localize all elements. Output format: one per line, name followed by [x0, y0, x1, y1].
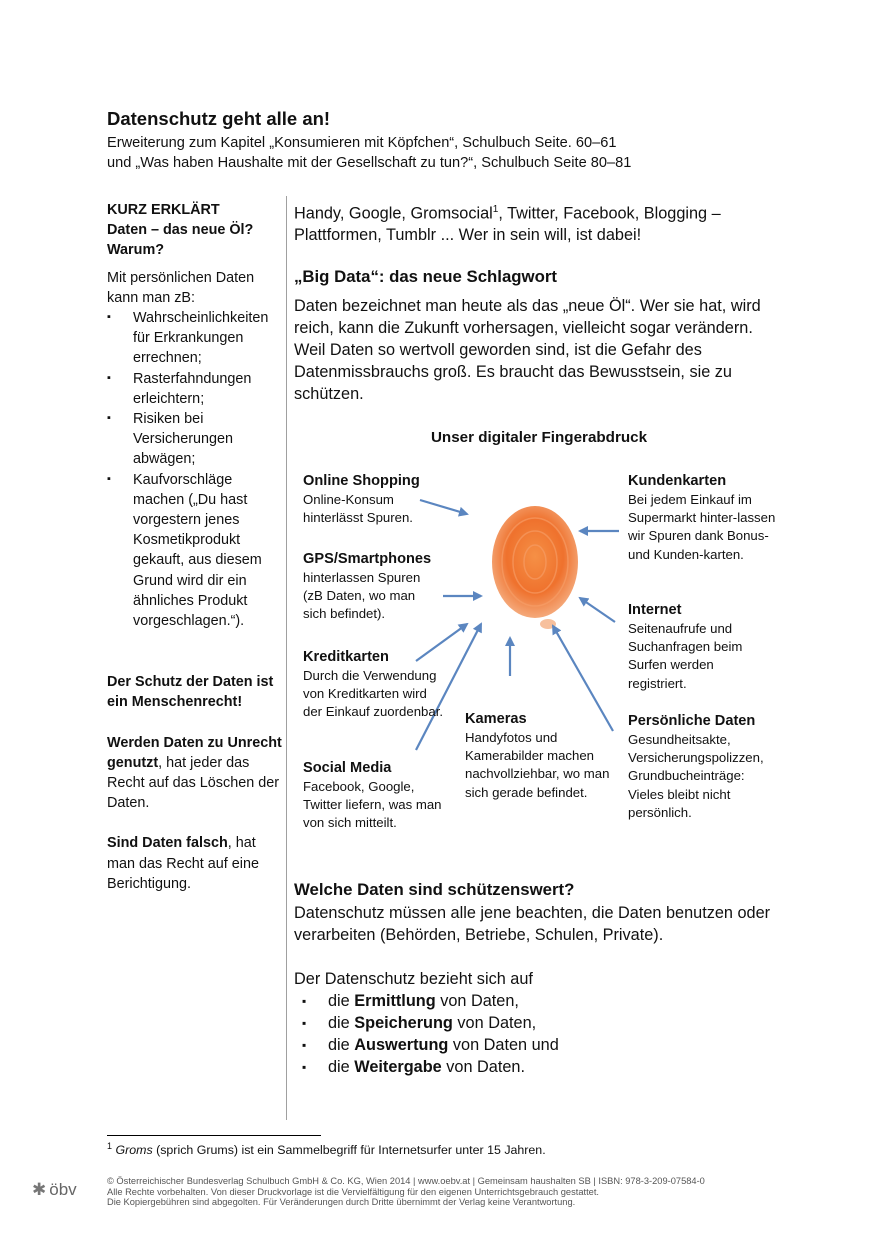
- fp-block-internet: Internet Seitenaufrufe und Suchanfragen beim Surfen werden registriert.: [628, 602, 743, 691]
- sidebar-heading-daten: Daten – das neue Öl?: [107, 222, 254, 239]
- footnote: $^1$ Groms (sprich Grums) ist ein Sammelbegriff für Internetsurfer unter 15 Jahren.: [107, 1141, 546, 1158]
- bullet-icon: ▪: [107, 472, 111, 485]
- bullet-icon: ▪: [107, 311, 111, 324]
- legal-notice: © Österreichischer Bundesverlag Schulbuch GmbH & Co. KG, Wien 2014 | www.oebv.at | Gemeinsam haushalten SB | ISBN: 978-3-209-07584-0 Alle Rechte vorbehalten. Von dieser Druckvorlage ist die Vervielfältigung für den eigenen Unterrichtsgebrauch gestattet. Die Kopiergebühren sind abgegolten. Für Veränderungen durch Dritte übernimmt der Verlag keine Verantwortung.: [107, 1176, 705, 1207]
- bullet-icon: ▪: [107, 412, 111, 425]
- fp-block-kunden: Kundenkarten Bei jedem Einkauf im Supermarkt hinter-lassen wir Spuren dank Bonus- und Kunden-karten.: [628, 473, 776, 562]
- sidebar-intro: Mit persönlichen Daten kann man zB:: [107, 269, 255, 306]
- bullet-icon: ▪: [302, 1060, 307, 1074]
- bigdata-heading: „Big Data“: das neue Schlagwort: [294, 267, 557, 286]
- fp-block-persoenlich: Persönliche Daten Gesundheitsakte, Versicherungspolizzen, Grundbucheinträge: Vieles bleibt nicht persönlich.: [628, 713, 764, 820]
- sidebar-list-item: ▪ Kaufvorschläge machen („Du hast vorgestern jenes Kosmetikprodukt gekauft, aus diesem Grund wird dir ein ähnliches Produkt vorgeschlagen.“).: [107, 470, 283, 632]
- fingerprint-icon: [492, 506, 578, 629]
- list-item: ▪ die Auswertung von Daten und: [302, 1036, 559, 1054]
- bezieht-text: Der Datenschutz bezieht sich auf: [294, 970, 533, 988]
- star-icon: ✱: [32, 1180, 47, 1199]
- sidebar-list-item: ▪ Rasterfahndungen erleichtern;: [107, 369, 283, 409]
- sidebar-heading-warum: Warum?: [107, 242, 165, 259]
- footnote-ref: 1: [492, 204, 499, 215]
- main-intro: Handy, Google, Gromsocial$^1$, Twitter, Facebook, Blogging – Plattformen, Tumblr ... Wer in sein will, ist dabei!: [294, 204, 721, 245]
- sidebar-list-item: ▪ Risiken bei Versicherungen abwägen;: [107, 409, 283, 470]
- footnote-rule: [107, 1135, 321, 1136]
- sidebar-unrecht-text: Werden Daten zu Unrecht genutzt, hat jeder das Recht auf das Löschen der Daten.: [107, 734, 282, 812]
- sidebar-kurz-label: KURZ ERKLÄRT: [107, 202, 220, 218]
- bigdata-text: Daten bezeichnet man heute als das „neue Öl“. Wer sie hat, wird reich, kann die Zukunft vorhersagen, vielleicht sogar verändern. Weil Daten so wertvoll geworden sind, ist die Gefahr des Datenmissbrauchs groß. Es braucht das Bewusstsein, sie zu schützen.: [294, 297, 761, 403]
- fp-block-kredit: Kreditkarten Durch die Verwendung von Kreditkarten wird der Einkauf zuordenbar.: [303, 649, 444, 720]
- list-item: ▪ die Weitergabe von Daten.: [302, 1058, 526, 1076]
- subtitle-line-2: und „Was haben Haushalte mit der Gesellschaft zu tun?“, Schulbuch Seite 80–81: [107, 155, 632, 171]
- fp-block-online: Online Shopping Online-Konsum hinterlässt Spuren.: [303, 473, 420, 526]
- list-item: ▪ die Ermittlung von Daten,: [302, 992, 519, 1010]
- datenschutz-list: [294, 990, 784, 1078]
- list-item: ▪ die Speicherung von Daten,: [302, 1014, 537, 1032]
- schuetzens-heading: Welche Daten sind schützenswert?: [294, 880, 575, 899]
- bullet-icon: ▪: [107, 371, 111, 384]
- arrow-internet: [580, 598, 615, 622]
- subtitle-line-1: Erweiterung zum Kapitel „Konsumieren mit Köpfchen“, Schulbuch Seite. 60–61: [107, 135, 617, 151]
- bullet-icon: ▪: [302, 994, 307, 1008]
- sidebar-list-item: ▪ Wahrscheinlichkeiten für Erkrankungen errechnen;: [107, 308, 283, 369]
- fp-block-social: Social Media Facebook, Google, Twitter liefern, was man von sich mitteilt.: [303, 760, 442, 831]
- sidebar-falsch-text: Sind Daten falsch, hat man das Recht auf eine Berichtigung.: [107, 835, 259, 892]
- oebv-logo: ✱ öbv: [32, 1180, 77, 1199]
- fp-block-gps: GPS/Smartphones hinterlassen Spuren (zB Daten, wo man sich befindet).: [303, 551, 432, 622]
- schuetzens-text: Datenschutz müssen alle jene beachten, die Daten benutzen oder verarbeiten (Behörden, Betriebe, Schulen, Private).: [294, 904, 771, 944]
- fp-block-kameras: Kameras Handyfotos und Kamerabilder machen nachvollziehbar, wo man sich gerade befindet.: [465, 711, 610, 800]
- page-title: Datenschutz geht alle an!: [107, 108, 331, 129]
- bullet-icon: ▪: [302, 1016, 307, 1030]
- fingerprint-title: Unser digitaler Fingerabdruck: [430, 429, 648, 446]
- bullet-icon: ▪: [302, 1038, 307, 1052]
- sidebar-schutz-heading: Der Schutz der Daten ist ein Menschenrecht!: [107, 674, 274, 711]
